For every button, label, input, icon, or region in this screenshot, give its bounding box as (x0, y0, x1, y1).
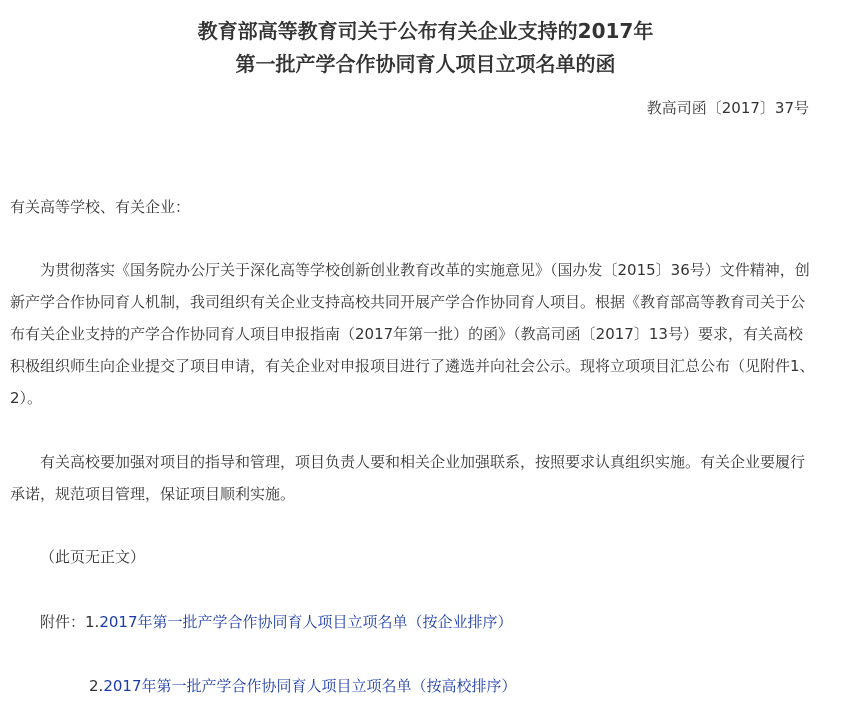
attachment-1-link[interactable]: 2017年第一批产学合作协同育人项目立项名单（按企业排序） (99, 613, 513, 631)
no-body-note: （此页无正文） (40, 548, 146, 566)
paragraph-1: 为贯彻落实《国务院办公厅关于深化高等学校创新创业教育改革的实施意见》（国办发〔2015〕36号）文件精神，创新产学合作协同育人机制，我司组织有关企业支持高校共同开展产学合作协同育人项目。根据《教育部高等教育司关于公布有关企业支持的产学合作协同育人项目申报指南（2017年第一批）的函》（教高司函〔2017〕13号）要求，有关高校积极组织师生向企业提交了项目申请，有关企业对申报项目进行了遴选并向社会公示。现将立项项目汇总公布（见附件1、2）。 (10, 261, 815, 407)
document-title-line-1: 教育部高等教育司关于公布有关企业支持的2017年 (197, 19, 654, 43)
document-number: 教高司函〔2017〕37号 (646, 99, 809, 117)
attachment-item-2 (89, 670, 851, 702)
attachment-item-1 (40, 606, 845, 638)
attachment-1-number: 1. (85, 613, 100, 631)
attachment-2-number: 2. (89, 677, 104, 695)
attachment-prefix: 附件： (40, 613, 86, 631)
paragraph-2: 有关高校要加强对项目的指导和管理，项目负责人要和相关企业加强联系，按照要求认真组织实施。有关企业要履行承诺，规范项目管理，保证项目顺利实施。 (10, 453, 806, 503)
document-title-line-2: 第一批产学合作协同育人项目立项名单的函 (235, 52, 616, 76)
salutation: 有关高等学校、有关企业： (10, 198, 191, 216)
attachment-2-link[interactable]: 2017年第一批产学合作协同育人项目立项名单（按高校排序） (103, 677, 517, 695)
